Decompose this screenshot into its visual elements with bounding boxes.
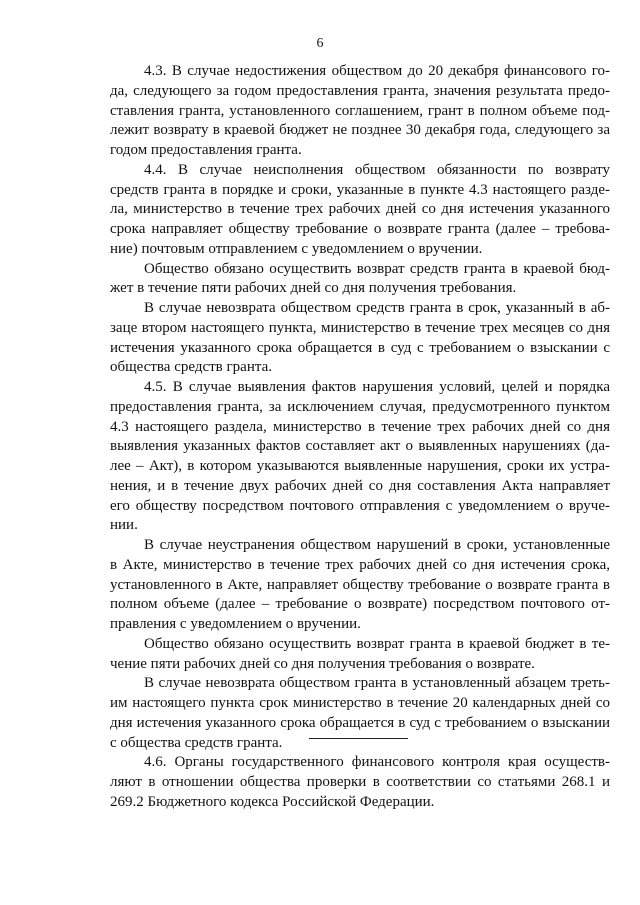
end-of-text-rule (309, 738, 408, 739)
paragraph-p-4-5-b (110, 536, 610, 635)
text-line: Общество обязано осуществить возврат средств гранта в краевой бюд- (144, 260, 610, 277)
text-line: истечения указанного срока обращается в суд с требованием о взыскании с (110, 339, 610, 356)
text-line: 4.3. В случае недостижения обществом до 20 декабря финансового го- (144, 63, 610, 79)
paragraph-p-4-3 (110, 62, 610, 161)
text-line: 4.4. В случае неисполнения обществом обязанности по возврату (144, 161, 610, 178)
paragraph-p-4-4-b (110, 260, 610, 300)
text-line: ляют в отношении общества проверки в соответствии со статьями 268.1 и (110, 774, 610, 790)
text-line: его обществу посредством почтового отправления с уведомлением о вруче- (110, 497, 610, 514)
text-line: с общества средств гранта. (110, 734, 283, 751)
text-line: годом предоставления гранта. (110, 142, 302, 158)
text-line: В случае невозврата обществом гранта в установленный абзацем треть- (144, 675, 610, 692)
text-line: чение пяти рабочих дней со дня получения требования о возврате. (110, 655, 535, 672)
paragraph-p-4-4 (110, 161, 610, 260)
text-line: лежит возврату в краевой бюджет не позднее 30 декабря года, следующего за (110, 122, 610, 139)
text-line: средств гранта в порядке и сроки, указанные в пункте 4.3 настоящего разде- (110, 181, 610, 198)
text-line: установленного в Акте, направляет обществу требование о возврате гранта в (110, 576, 610, 593)
text-line: в Акте, министерство в течение трех рабочих дней со дня истечения срока, (110, 556, 610, 573)
text-line: выявления указанных фактов составляет акт о выявленных нарушениях (да- (110, 438, 610, 455)
document-body (110, 62, 610, 813)
text-line: общества средств гранта. (110, 359, 272, 376)
paragraph-p-4-5-d (110, 674, 610, 753)
paragraph-p-4-6 (110, 753, 610, 812)
paragraph-p-4-5 (110, 378, 610, 536)
text-line: Общество обязано осуществить возврат гранта в краевой бюджет в те- (144, 635, 610, 652)
page-number: 6 (316, 36, 324, 51)
text-line: правления с уведомлением о вручении. (110, 616, 361, 632)
text-line: 4.5. В случае выявления фактов нарушения условий, целей и порядка (144, 379, 610, 395)
text-line: срока направляет обществу требование о возврате гранта (далее – требова- (110, 221, 610, 237)
text-line: жет в течение пяти рабочих дней со дня получения требования. (110, 280, 517, 297)
text-line: ние) почтовым отправлением с уведомлением о вручении. (110, 240, 483, 257)
paragraph-p-4-4-c (110, 299, 610, 378)
text-line: 4.6. Органы государственного финансового контроля края осуществ- (144, 754, 610, 771)
text-line: заце втором настоящего пункта, министерство в течение трех месяцев со дня (110, 319, 610, 336)
text-line: дня истечения указанного срока обращается в суд с требованием о взыскании (110, 714, 610, 731)
paragraph-p-4-5-c (110, 635, 610, 675)
text-line: им настоящего пункта срок министерство в течение 20 календарных дней со (110, 695, 610, 711)
text-line: В случае неустранения обществом нарушений в сроки, установленные (144, 537, 610, 553)
text-line: В случае невозврата обществом средств гранта в срок, указанный в аб- (144, 300, 610, 316)
text-line: нения, и в течение двух рабочих дней со дня составления Акта направляет (110, 477, 610, 494)
text-line: 4.3 настоящего раздела, министерство в течение трех рабочих дней со дня (110, 418, 610, 435)
text-line: ла, министерство в течение трех рабочих дней со дня истечения указанного (110, 201, 610, 218)
text-line: нии. (110, 517, 138, 534)
text-line: лее – Акт), в котором указываются выявленные нарушения, сроки их устра- (110, 458, 610, 474)
text-line: ставления гранта, установленного соглашением, грант в полном объеме под- (110, 102, 610, 119)
text-line: да, следующего за годом предоставления гранта, значения результата предо- (110, 82, 610, 99)
text-line: предоставления гранта, за исключением случая, предусмотренного пунктом (110, 398, 610, 415)
text-line: 269.2 Бюджетного кодекса Российской Федерации. (110, 793, 435, 810)
text-line: полном объеме (далее – требование о возврате) посредством почтового от- (110, 596, 610, 613)
